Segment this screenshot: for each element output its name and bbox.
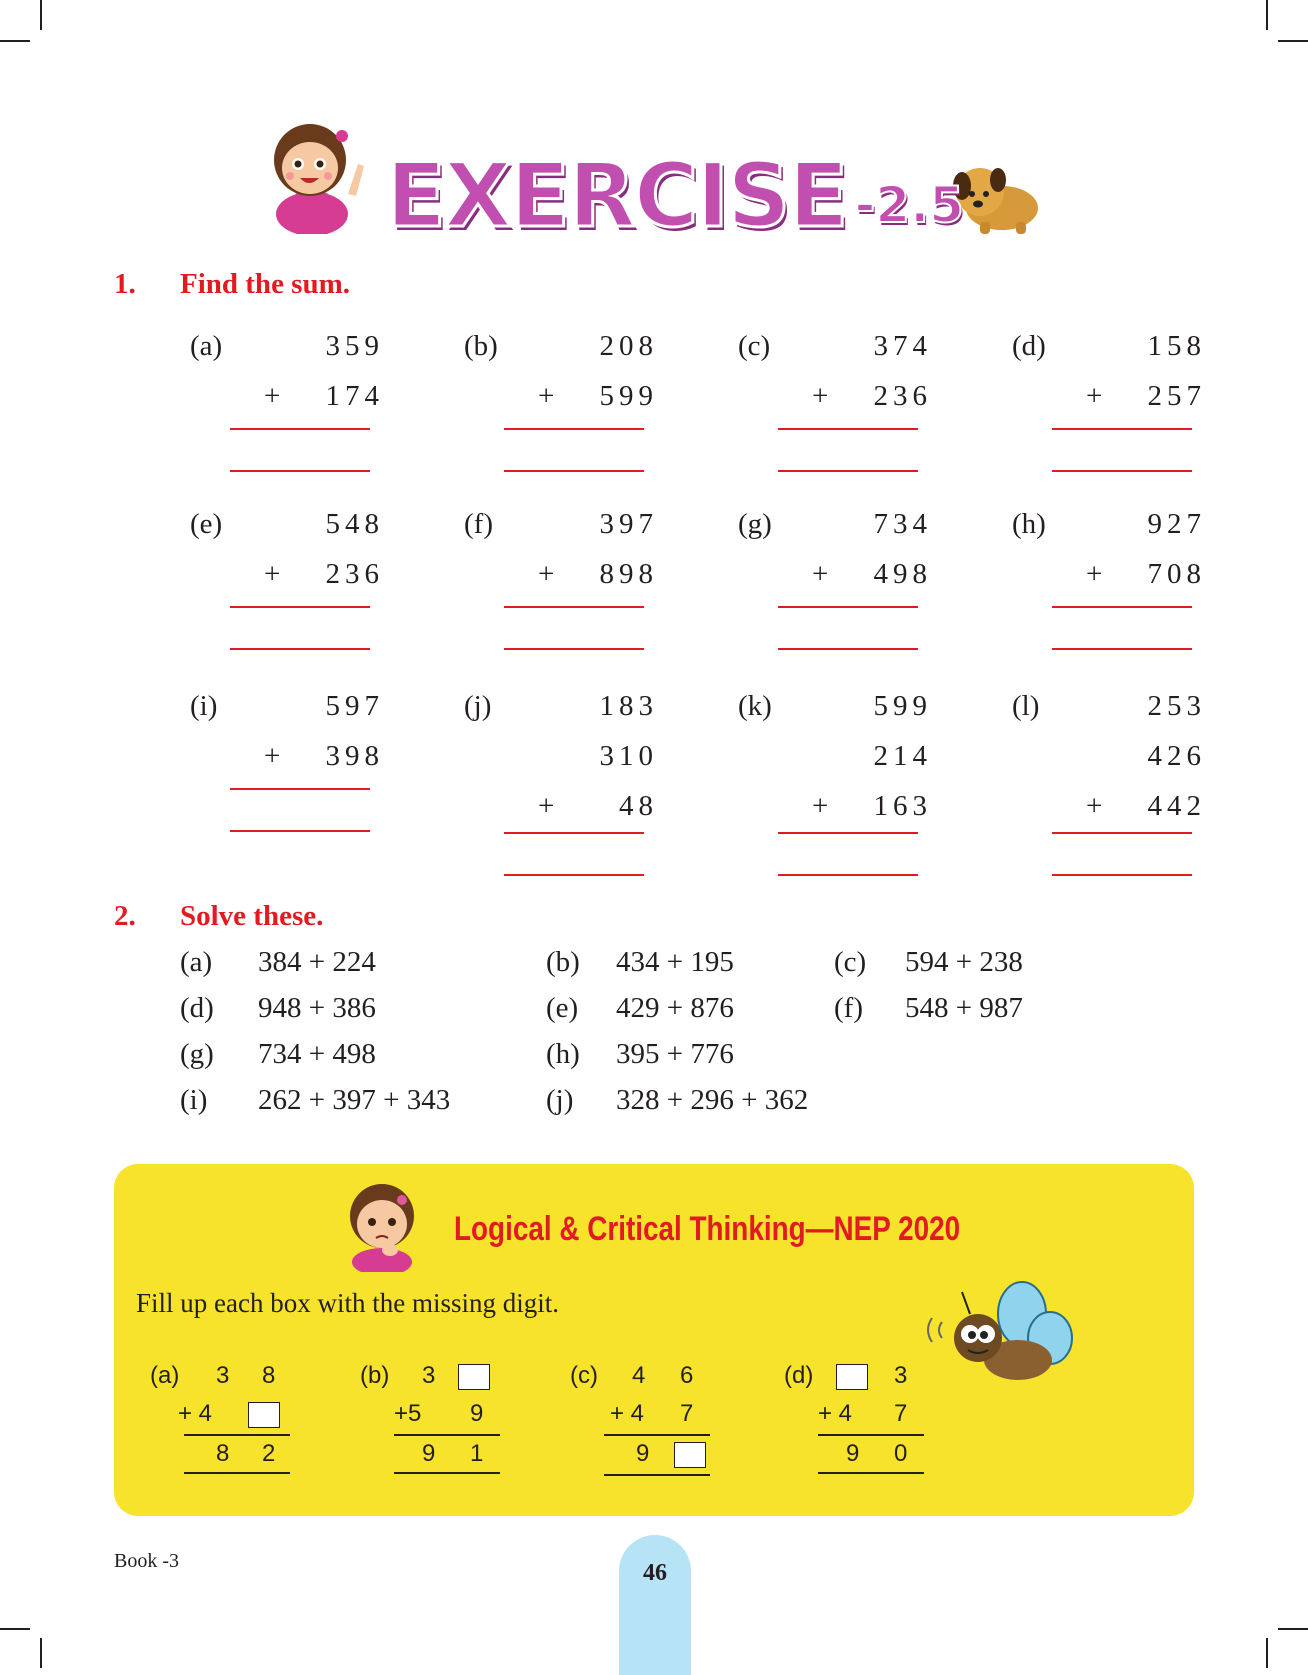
logical-thinking-title: Logical & Critical Thinking—NEP 2020 — [454, 1210, 961, 1248]
digit: 1 — [470, 1440, 484, 1467]
answer-line-top — [1052, 606, 1192, 608]
expr-label: (j) — [546, 1084, 574, 1116]
expr: 328 + 296 + 362 — [616, 1084, 809, 1116]
answer-line-bottom — [778, 648, 918, 650]
exercise-title — [386, 120, 964, 247]
problem-label: (i) — [190, 690, 218, 722]
plus-sign: + — [1086, 380, 1103, 412]
digit: 3 — [216, 1362, 230, 1389]
expr-label: (d) — [180, 992, 214, 1024]
crop-mark — [1278, 40, 1308, 42]
digit: 7 — [680, 1400, 694, 1427]
answer-line-top — [230, 788, 370, 790]
puzzle-label: (a) — [150, 1362, 180, 1389]
expr: 429 + 876 — [616, 992, 734, 1024]
addend: 374 — [873, 330, 932, 362]
answer-line-bottom — [778, 874, 918, 876]
addend: 208 — [599, 330, 658, 362]
bee-illustration — [910, 1278, 1090, 1398]
thinking-girl-illustration — [340, 1176, 426, 1272]
puzzle-label: (c) — [570, 1362, 598, 1389]
addend: 597 — [325, 690, 384, 722]
crop-mark — [1266, 1638, 1268, 1668]
answer-line-bottom — [230, 830, 370, 832]
digit: 6 — [680, 1362, 694, 1389]
crop-mark — [1266, 0, 1268, 30]
problem-label: (g) — [738, 508, 772, 540]
addend: 708 — [1147, 558, 1206, 590]
crop-mark — [1278, 1628, 1308, 1630]
addend: 359 — [325, 330, 384, 362]
answer-line-top — [778, 832, 918, 834]
plus-sign: + — [1086, 790, 1103, 822]
puzzle-label: (d) — [784, 1362, 814, 1389]
expr: 434 + 195 — [616, 946, 734, 978]
digit: 8 — [262, 1362, 276, 1389]
exercise-number: -2.5 — [854, 176, 964, 234]
addend: 734 — [873, 508, 932, 540]
problem-label: (d) — [1012, 330, 1046, 362]
addend: 442 — [1147, 790, 1206, 822]
problem-label: (b) — [464, 330, 498, 362]
sum-line — [184, 1472, 290, 1474]
digit: 3 — [894, 1362, 908, 1389]
girl-pointing-illustration — [262, 114, 372, 234]
digit: 2 — [262, 1440, 276, 1467]
digit: 9 — [636, 1440, 650, 1467]
sum-line — [604, 1434, 710, 1436]
answer-line-bottom — [504, 470, 644, 472]
answer-line-bottom — [1052, 874, 1192, 876]
answer-line-top — [504, 832, 644, 834]
addend: 236 — [325, 558, 384, 590]
logical-thinking-instruction: Fill up each box with the missing digit. — [136, 1288, 559, 1318]
addend: 236 — [873, 380, 932, 412]
missing-digit-box[interactable] — [674, 1442, 706, 1468]
addend: 599 — [599, 380, 658, 412]
plus-sign: + — [538, 790, 555, 822]
addend: 426 — [1147, 740, 1206, 772]
expr-label: (c) — [834, 946, 867, 978]
expr-label: (f) — [834, 992, 863, 1024]
plus-digit: + 4 — [610, 1400, 645, 1427]
problem-label: (k) — [738, 690, 772, 722]
problem-label: (c) — [738, 330, 771, 362]
digit: 4 — [632, 1362, 646, 1389]
addend: 498 — [873, 558, 932, 590]
plus-sign: + — [264, 740, 281, 772]
addend: 163 — [873, 790, 932, 822]
digit: 8 — [216, 1440, 230, 1467]
answer-line-top — [504, 428, 644, 430]
sum-line — [818, 1472, 924, 1474]
digit: 7 — [894, 1400, 908, 1427]
expr-label: (h) — [546, 1038, 580, 1070]
answer-line-bottom — [504, 648, 644, 650]
sum-line — [394, 1472, 500, 1474]
page-number: 46 — [643, 1560, 667, 1586]
expr: 948 + 386 — [258, 992, 376, 1024]
puzzle-label: (b) — [360, 1362, 390, 1389]
addend: 257 — [1147, 380, 1206, 412]
question-1-number: 1. — [114, 268, 136, 300]
crop-mark — [40, 0, 42, 30]
addend: 599 — [873, 690, 932, 722]
answer-line-bottom — [504, 874, 644, 876]
sum-line — [184, 1434, 290, 1436]
answer-line-top — [230, 428, 370, 430]
plus-digit: + 4 — [178, 1400, 213, 1427]
plus-digit: +5 — [394, 1400, 422, 1427]
problem-label: (j) — [464, 690, 492, 722]
expr: 384 + 224 — [258, 946, 376, 978]
answer-line-top — [1052, 832, 1192, 834]
problem-label: (h) — [1012, 508, 1046, 540]
answer-line-bottom — [778, 470, 918, 472]
plus-sign: + — [812, 558, 829, 590]
addend: 48 — [619, 790, 658, 822]
crop-mark — [0, 40, 30, 42]
expr: 548 + 987 — [905, 992, 1023, 1024]
plus-sign: + — [812, 790, 829, 822]
expr: 395 + 776 — [616, 1038, 734, 1070]
expr: 734 + 498 — [258, 1038, 376, 1070]
digit: 9 — [470, 1400, 484, 1427]
page-number-tab — [619, 1535, 691, 1675]
sum-line — [604, 1474, 710, 1476]
problem-label: (e) — [190, 508, 223, 540]
answer-line-top — [778, 606, 918, 608]
addend: 183 — [599, 690, 658, 722]
crop-mark — [0, 1628, 30, 1630]
missing-digit-box[interactable] — [248, 1402, 280, 1428]
digit: 3 — [422, 1362, 436, 1389]
addend: 310 — [599, 740, 658, 772]
answer-line-bottom — [1052, 470, 1192, 472]
expr-label: (b) — [546, 946, 580, 978]
addend: 397 — [599, 508, 658, 540]
digit: 0 — [894, 1440, 908, 1467]
expr: 262 + 397 + 343 — [258, 1084, 451, 1116]
crop-mark — [40, 1638, 42, 1668]
answer-line-top — [1052, 428, 1192, 430]
digit: 9 — [422, 1440, 436, 1467]
answer-line-bottom — [230, 470, 370, 472]
answer-line-top — [778, 428, 918, 430]
missing-digit-box[interactable] — [458, 1364, 490, 1390]
addend: 253 — [1147, 690, 1206, 722]
addend: 158 — [1147, 330, 1206, 362]
expr-label: (e) — [546, 992, 579, 1024]
answer-line-bottom — [230, 648, 370, 650]
plus-sign: + — [264, 558, 281, 590]
digit: 9 — [846, 1440, 860, 1467]
book-label: Book -3 — [114, 1550, 179, 1572]
problem-label: (f) — [464, 508, 493, 540]
sum-line — [394, 1434, 500, 1436]
sum-line — [818, 1434, 924, 1436]
problem-label: (l) — [1012, 690, 1040, 722]
question-1-title: Find the sum. — [180, 268, 351, 300]
answer-line-top — [230, 606, 370, 608]
addend: 898 — [599, 558, 658, 590]
plus-sign: + — [538, 380, 555, 412]
plus-sign: + — [1086, 558, 1103, 590]
problem-label: (a) — [190, 330, 223, 362]
answer-line-top — [504, 606, 644, 608]
missing-digit-box[interactable] — [836, 1364, 868, 1390]
addend: 214 — [873, 740, 932, 772]
expr: 594 + 238 — [905, 946, 1023, 978]
addend: 927 — [1147, 508, 1206, 540]
expr-label: (a) — [180, 946, 213, 978]
plus-sign: + — [812, 380, 829, 412]
answer-line-bottom — [1052, 648, 1192, 650]
plus-sign: + — [264, 380, 281, 412]
plus-sign: + — [538, 558, 555, 590]
exercise-title-word: EXERCISE — [386, 144, 847, 247]
plus-digit: + 4 — [818, 1400, 853, 1427]
addend: 548 — [325, 508, 384, 540]
question-2-title: Solve these. — [180, 900, 324, 932]
expr-label: (i) — [180, 1084, 208, 1116]
addend: 174 — [325, 380, 384, 412]
question-2-number: 2. — [114, 900, 136, 932]
addend: 398 — [325, 740, 384, 772]
expr-label: (g) — [180, 1038, 214, 1070]
